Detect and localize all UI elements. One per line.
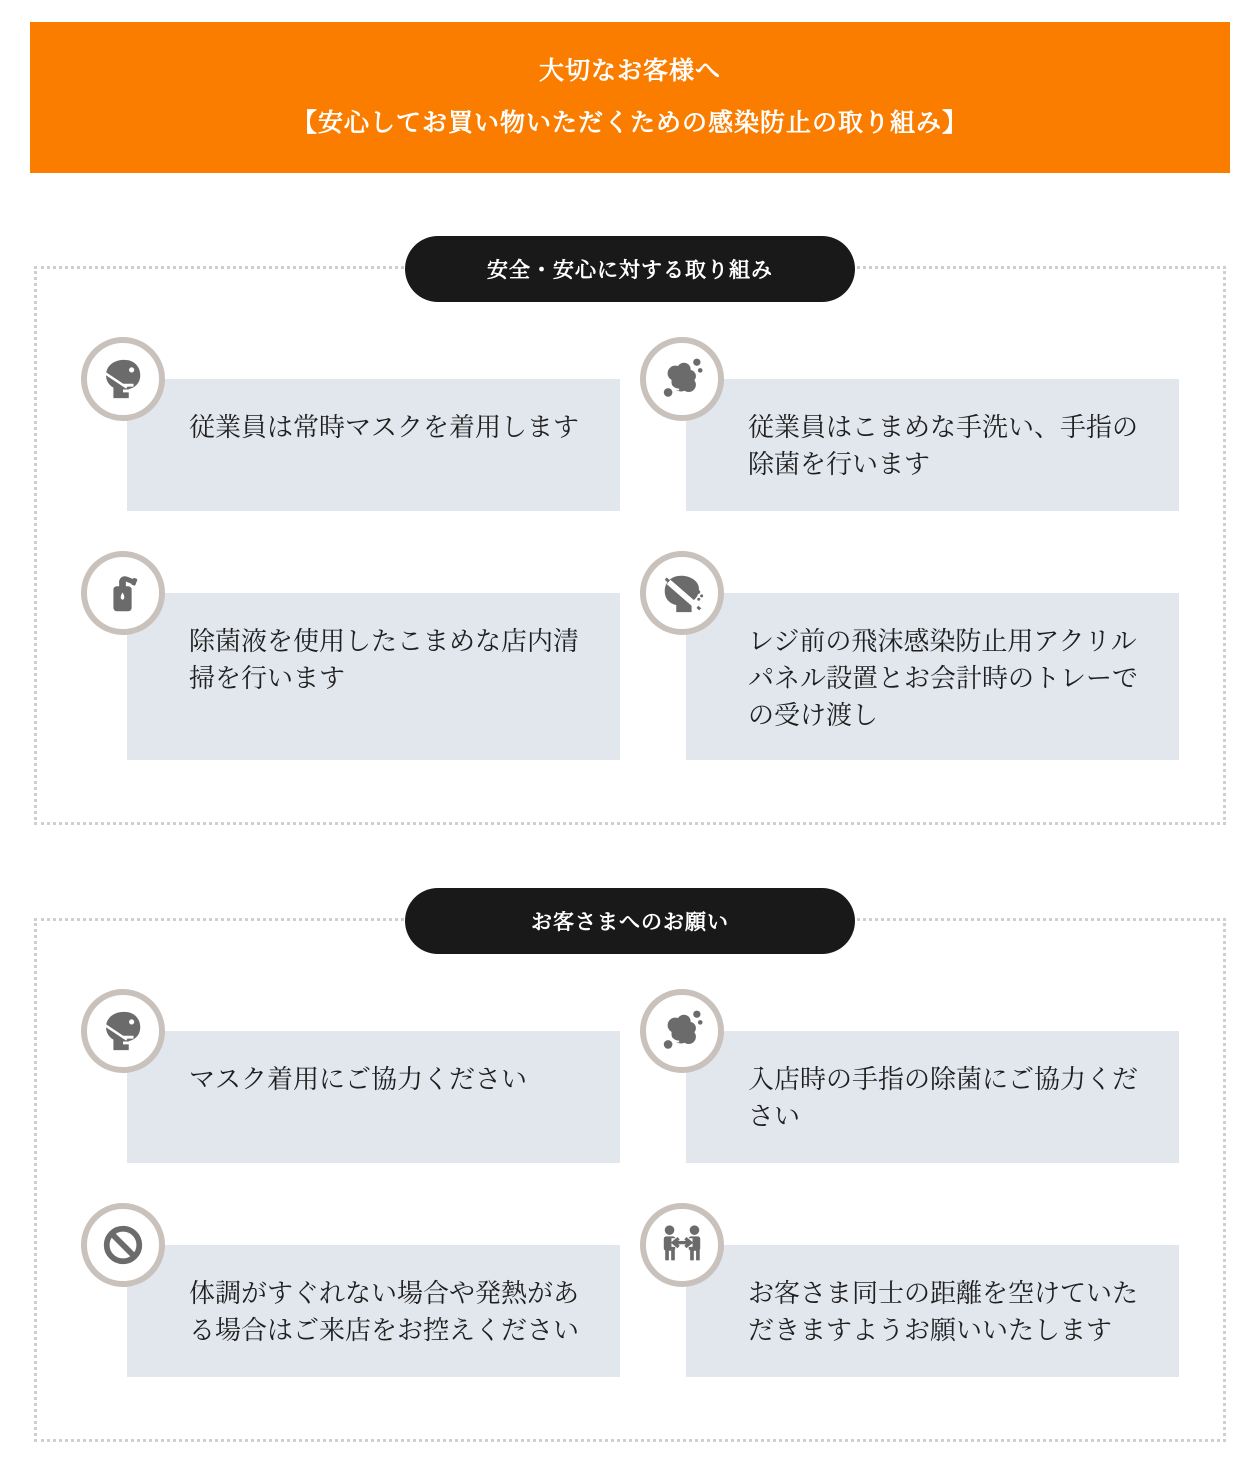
icon-circle <box>81 551 165 635</box>
handwash-icon <box>659 1008 705 1054</box>
item-box <box>686 379 1179 511</box>
handwash-icon <box>659 356 705 402</box>
item-text: マスク着用にご協力ください <box>189 1064 528 1094</box>
icon-circle <box>640 1203 724 1287</box>
list-item <box>640 1203 1179 1377</box>
item-box <box>127 1031 620 1163</box>
items-grid <box>81 337 1179 760</box>
list-item <box>640 551 1179 760</box>
item-box <box>686 1031 1179 1163</box>
section-title-pill <box>405 236 855 302</box>
item-text: 除菌液を使用したこまめな店内清掃を行います <box>189 626 580 693</box>
section-customer-requests <box>34 911 1226 1442</box>
icon-circle <box>640 551 724 635</box>
item-box <box>127 379 620 511</box>
list-item <box>640 337 1179 511</box>
list-item <box>81 337 620 511</box>
sanitizer-bottle-icon <box>100 570 146 616</box>
list-item <box>81 551 620 760</box>
icon-circle <box>640 337 724 421</box>
item-text: 体調がすぐれない場合や発熱がある場合はご来店をお控えください <box>189 1278 580 1345</box>
item-box <box>127 593 620 760</box>
section-title: 安全・安心に対する取り組み <box>487 259 773 282</box>
list-item <box>81 989 620 1163</box>
list-item <box>640 989 1179 1163</box>
item-text: 入店時の手指の除菌にご協力ください <box>748 1064 1139 1131</box>
item-text: レジ前の飛沫感染防止用アクリルパネル設置とお会計時のトレーでの受け渡し <box>748 626 1139 730</box>
droplet-block-icon <box>659 570 705 616</box>
item-text: 従業員は常時マスクを着用します <box>189 412 580 442</box>
icon-circle <box>640 989 724 1073</box>
social-distance-icon <box>659 1222 705 1268</box>
page <box>0 22 1260 1462</box>
item-text: 従業員はこまめな手洗い、手指の除菌を行います <box>748 412 1139 479</box>
banner-line-2: 【安心してお買い物いただくための感染防止の取り組み】 <box>291 108 968 137</box>
icon-circle <box>81 337 165 421</box>
item-box <box>686 593 1179 760</box>
items-grid <box>81 989 1179 1377</box>
mask-icon <box>100 1008 146 1054</box>
item-box <box>686 1245 1179 1377</box>
section-title: お客さまへのお願い <box>531 911 729 934</box>
section-safety-measures <box>34 259 1226 825</box>
mask-icon <box>100 356 146 402</box>
icon-circle <box>81 989 165 1073</box>
header-banner <box>30 22 1230 173</box>
banner-line-1: 大切なお客様へ <box>538 57 721 85</box>
item-box <box>127 1245 620 1377</box>
list-item <box>81 1203 620 1377</box>
section-title-pill <box>405 888 855 954</box>
prohibition-icon <box>100 1222 146 1268</box>
icon-circle <box>81 1203 165 1287</box>
bottom-spacer <box>0 1442 1260 1462</box>
item-text: お客さま同士の距離を空けていただきますようお願いいたします <box>748 1278 1139 1345</box>
